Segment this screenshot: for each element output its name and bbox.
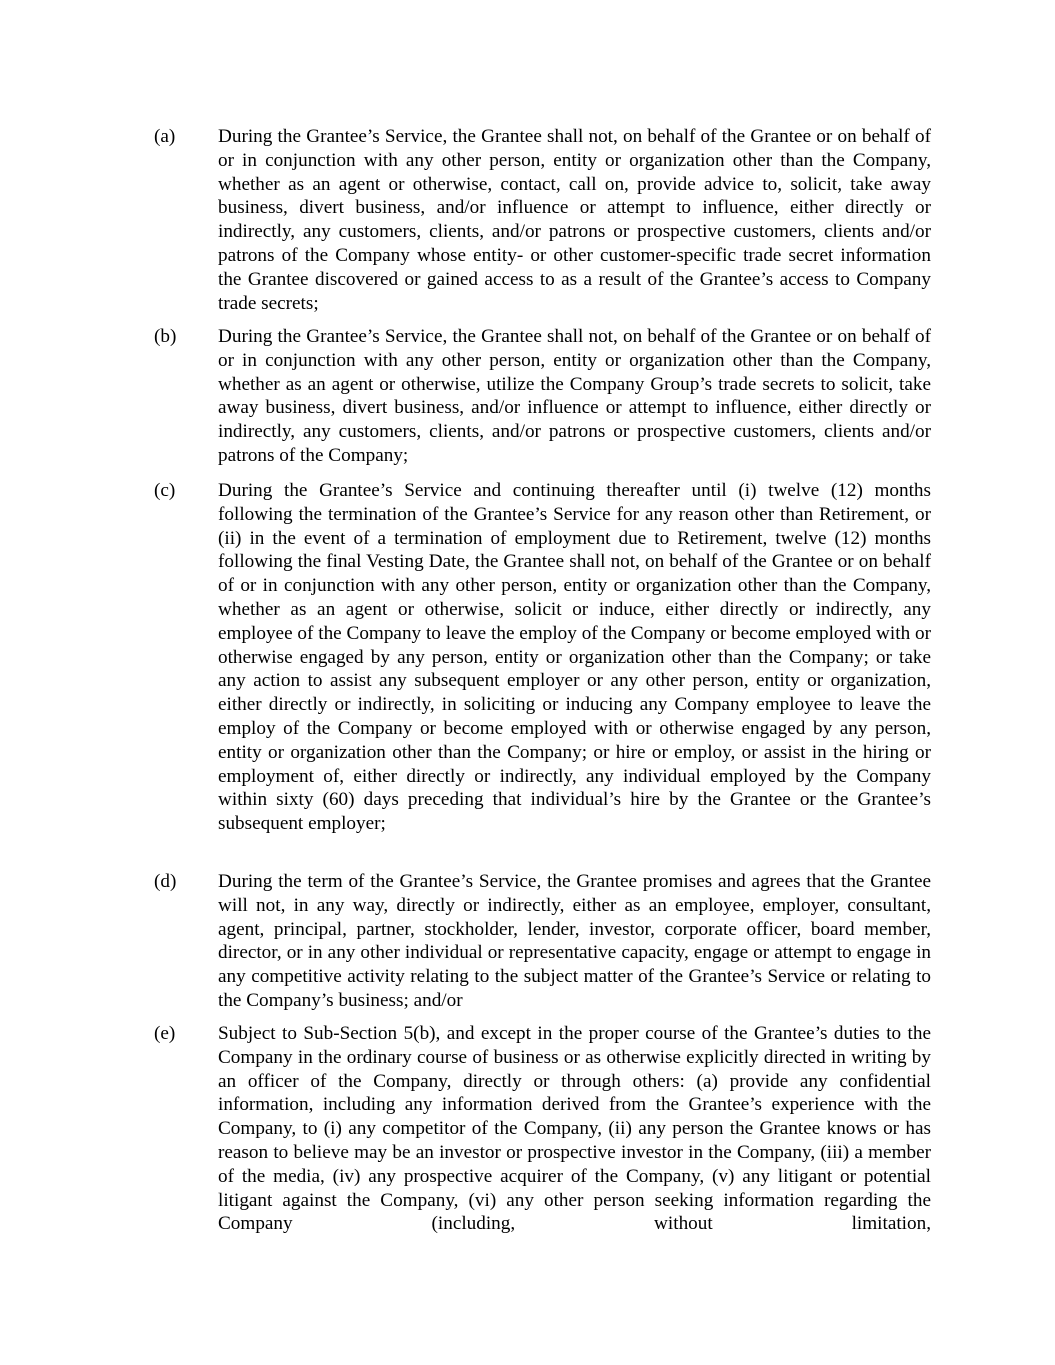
clause-label: (b) [154,326,177,347]
clause-text: During the Grantee’s Service and continuing thereafter until (i) twelve (12) months following the termination of the Grantee’s Service for any reason other than Retirement, or (ii) in the event of a termination of employment due to Retirement, twelve (12) months following the final Vesting Date, the Grantee shall not, on behalf of the Grantee or on behalf of or in conjunction with any other person, entity or organization other than the Company, whether as an agent or otherwise, solicit or induce, either directly or indirectly, any employee of the Company to leave the employ of the Company or become employed with or otherwise engaged by any person, entity or organization other than the Company; or take any action to assist any subsequent employer or any other person, entity or organization, either directly or indirectly, in soliciting or inducing any Company employee to leave the employ of the Company or become employed with or otherwise engaged by any person, entity or organization other than the Company; or hire or employ, or assist in the hiring or employment of, either directly or indirectly, any individual employed by the Company within sixty (60) days preceding that individual’s hire by the Grantee or the Grantee’s subsequent employer; [218,480,931,835]
clause-label: (e) [154,1023,176,1044]
clause-label: (d) [154,871,177,892]
clause-label: (a) [154,126,176,147]
clause-text: During the Grantee’s Service, the Grantee shall not, on behalf of the Grantee or on behalf of or in conjunction with any other person, entity or organization other than the Company, whether as an agent or otherwise, contact, call on, provide advice to, solicit, take away business, divert business, and/or influence or attempt to influence, either directly or indirectly, any customers, clients, and/or patrons or prospective customers, clients and/or patrons of the Company whose entity- or other customer-specific trade secret information the Grantee discovered or gained access to as a result of the Grantee’s access to Company trade secrets; [218,126,931,314]
clause-text: During the term of the Grantee’s Service, the Grantee promises and agrees that the Grantee will not, in any way, directly or indirectly, either as an employee, employer, consultant, agent, principal, partner, stockholder, lender, investor, corporate officer, board member, director, or in any other individual or representative capacity, engage or attempt to engage in any competitive activity relating to the subject matter of the Grantee’s Service or relating to the Company’s business; and/or [218,871,931,1011]
clause-label: (c) [154,480,176,501]
clause-text: During the Grantee’s Service, the Grantee shall not, on behalf of the Grantee or on behalf of or in conjunction with any other person, entity or organization other than the Company, whether as an agent or otherwise, utilize the Company Group’s trade secrets to solicit, take away business, divert business, and/or influence or attempt to influence, either directly or indirectly, any customers, clients, and/or patrons or prospective customers, clients and/or patrons of the Company; [218,326,931,466]
clause-text: Subject to Sub-Section 5(b), and except in the proper course of the Grantee’s duties to the Company in the ordinary course of business or as otherwise explicitly directed in writing by an officer of the Company, directly or through others: (a) provide any confidential information, including any information derived from the Grantee’s experience with the Company, to (i) any competitor of the Company, (ii) any person the Grantee knows or has reason to believe may be an investor or prospective investor in the Company, (iii) a member of the media, (iv) any prospective acquirer of the Company, (v) any litigant or potential litigant against the Company, (vi) any other person seeking information regarding the Company (including, without limitation, [218,1023,931,1235]
